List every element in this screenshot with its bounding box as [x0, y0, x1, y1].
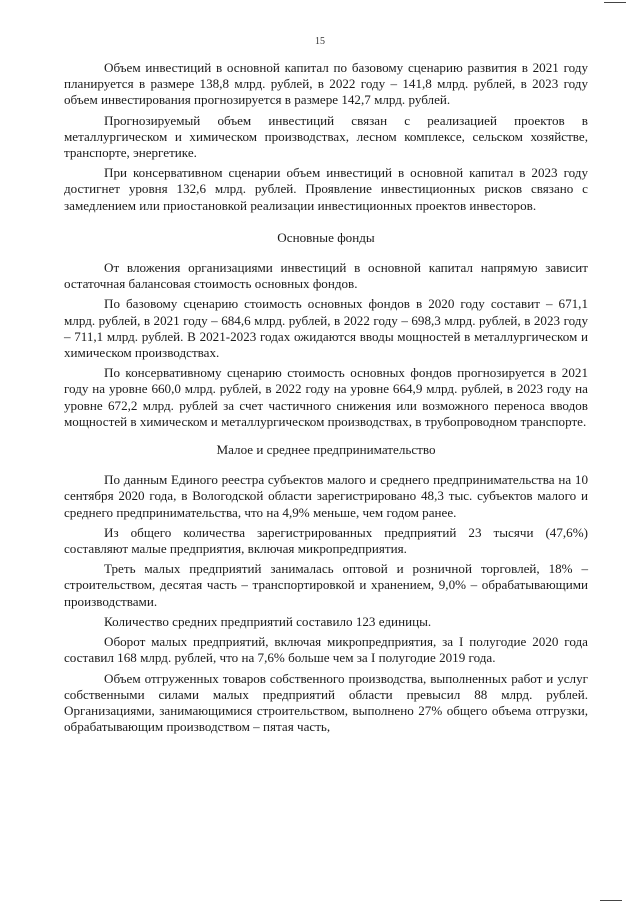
paragraph-fixed-assets-base: По базовому сценарию стоимость основных фондов в 2020 году составит – 671,1 млрд. рублей, в 2021 году – 684,6 млрд. рублей, в 2022 году – 698,3 млрд. рублей, в 2023 году – 711,1 млрд. рублей. В 2021-2023 годах ожидаются вводы мощностей в металлургическом и химическом производствах.: [64, 296, 588, 361]
scan-edge-mark: [604, 2, 626, 6]
heading-small-business: Малое и среднее предпринимательство: [216, 442, 436, 458]
paragraph-small-business-sectors: Треть малых предприятий занималась оптовой и розничной торговлей, 18% – строительством, десятая часть – транспортировкой и хранением, 9,0% – обрабатывающими производствами.: [64, 561, 588, 609]
paragraph-small-business-turnover: Оборот малых предприятий, включая микропредприятия, за I полугодие 2020 года составил 168 млрд. рублей, что на 7,6% больше чем за I полугодие 2019 года.: [64, 634, 588, 666]
paragraph-fixed-assets-intro: От вложения организациями инвестиций в основной капитал напрямую зависит остаточная балансовая стоимость основных фондов.: [64, 260, 588, 292]
paragraph-small-business-share: Из общего количества зарегистрированных предприятий 23 тысячи (47,6%) составляют малые предприятия, включая микропредприятия.: [64, 524, 588, 557]
paragraph-small-business-shipments: Объем отгруженных товаров собственного производства, выполненных работ и услуг собственными силами малых предприятий области превысил 88 млрд. рублей. Организациями, занимающимися строительством, выполнено 27% общего объема отгрузки, обрабатывающим производством – пятая часть,: [64, 670, 588, 735]
paragraph-investment-conservative: При консервативном сценарии объем инвестиций в основной капитал в 2023 году достигнет уровня 132,6 млрд. рублей. Проявление инвестиционных рисков связано с замедлением или приостановкой реализации инвестиционных проектов инвесторов.: [64, 165, 588, 213]
document-body: [64, 60, 588, 739]
paragraph-fixed-assets-conservative: По консервативному сценарию стоимость основных фондов прогнозируется в 2021 году на уровне 660,0 млрд. рублей, в 2022 году на уровне 664,9 млрд. рублей, в 2023 году на уровне 672,2 млрд. рублей за счет частичного снижения или возможного переноса вводов мощностей в химическом и металлургическом производствах, в трубопроводном транспорте.: [64, 365, 588, 429]
paragraph-small-business-registry: По данным Единого реестра субъектов малого и среднего предпринимательства на 10 сентября 2020 года, в Вологодской области зарегистрировано 48,3 тыс. субъектов малого и среднего предпринимательства, что на 4,9% меньше, чем годом ранее.: [64, 472, 588, 520]
heading-fixed-assets: Основные фонды: [277, 229, 375, 245]
paragraph-investment-base: Объем инвестиций в основной капитал по базовому сценарию развития в 2021 году планируется в размере 138,8 млрд. рублей, в 2022 году – 141,8 млрд. рублей, в 2023 году объем инвестирования прогнозируется в размере 142,7 млрд. рублей.: [64, 60, 588, 108]
page-number: 15: [315, 36, 325, 47]
scan-edge-mark-bottom: [600, 897, 622, 901]
paragraph-investment-projects: Прогнозируемый объем инвестиций связан с реализацией проектов в металлургическом и химическом производствах, лесном комплексе, сельском хозяйстве, транспорте, энергетике.: [64, 112, 588, 161]
paragraph-medium-enterprises: Количество средних предприятий составило 123 единицы.: [104, 613, 432, 629]
